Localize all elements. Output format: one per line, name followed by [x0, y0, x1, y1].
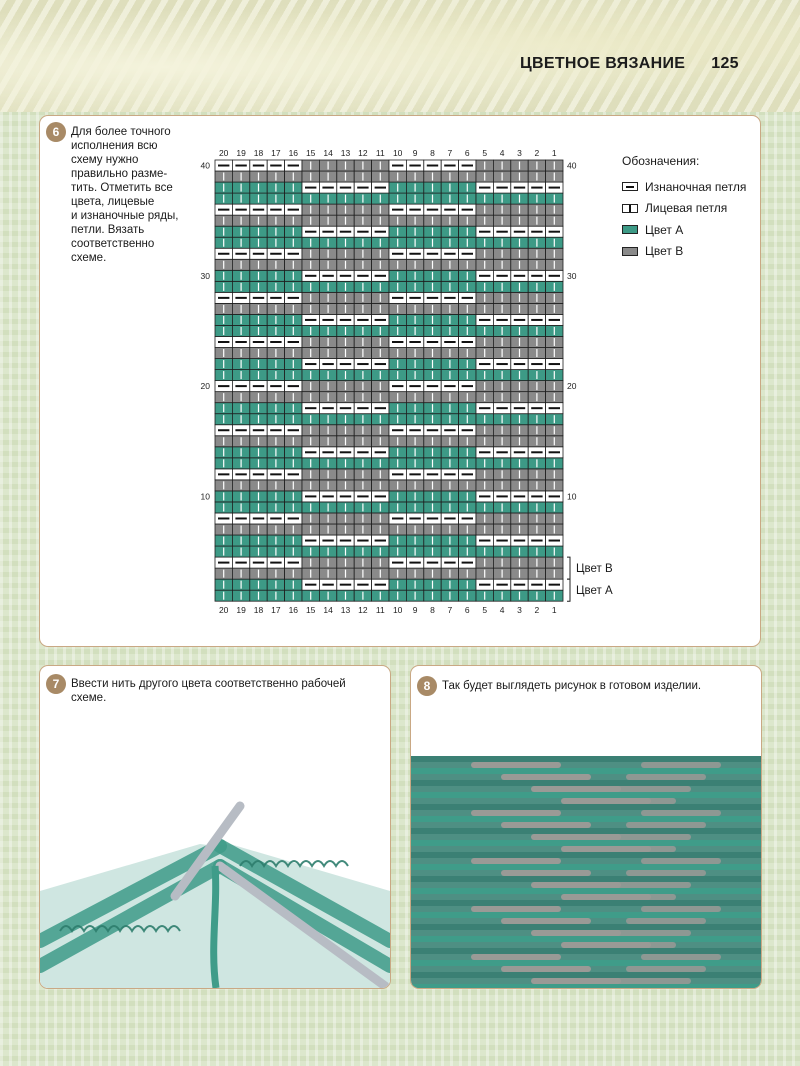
fabric-stripe	[411, 936, 761, 942]
legend-item-knit	[622, 198, 746, 220]
column-label-bottom: 17	[271, 605, 281, 616]
fabric-contrast-band	[471, 858, 561, 864]
section-title: ЦВЕТНОЕ ВЯЗАНИЕ	[520, 55, 686, 72]
legend-title: Обозначения:	[622, 154, 700, 168]
bracket-label: Цвет А	[576, 585, 613, 598]
column-label-top: 6	[464, 148, 470, 158]
fabric-stripe	[411, 876, 761, 882]
step-8-badge: 8	[417, 676, 437, 696]
fabric-contrast-band	[626, 966, 706, 972]
column-label-top: 2	[534, 148, 540, 158]
row-label-left: 10	[200, 491, 210, 502]
column-label-top: 16	[288, 148, 299, 158]
column-label-bottom: 16	[288, 605, 299, 616]
column-label-bottom: 9	[412, 605, 418, 616]
fabric-contrast-band	[596, 846, 676, 852]
color-b-swatch-icon	[622, 247, 638, 256]
fabric-contrast-band	[501, 774, 591, 780]
fabric-contrast-band	[471, 762, 561, 768]
color-a-swatch-icon	[622, 225, 638, 234]
fabric-stripe	[411, 984, 761, 988]
fabric-stripe	[411, 840, 761, 846]
column-label-bottom: 4	[499, 605, 505, 616]
step-7-panel	[39, 665, 391, 989]
fabric-contrast-band	[641, 762, 721, 768]
row-label-left: 40	[200, 160, 210, 171]
column-label-bottom: 3	[517, 605, 522, 616]
page-header	[520, 55, 739, 73]
legend-item-color-b	[622, 241, 746, 263]
fabric-stripe	[411, 768, 761, 774]
fabric-contrast-band	[531, 978, 621, 984]
column-label-top: 1	[551, 148, 557, 158]
fabric-stripe	[411, 804, 761, 810]
column-label-top: 5	[482, 148, 488, 158]
column-label-top: 20	[218, 148, 229, 158]
column-label-bottom: 18	[253, 605, 264, 616]
column-label-bottom: 14	[323, 605, 333, 616]
column-label-top: 17	[271, 148, 281, 158]
fabric-stripe	[411, 816, 761, 822]
step-6-line: петли. Вязать	[71, 224, 145, 236]
fabric-stripe	[411, 924, 761, 930]
column-label-top: 19	[236, 148, 246, 158]
legend-label: Цвет В	[645, 244, 684, 259]
legend-label: Цвет А	[645, 222, 684, 237]
fabric-contrast-band	[641, 858, 721, 864]
step-8-panel	[410, 665, 762, 989]
step-6-line: схему нужно	[71, 154, 139, 166]
step-6-badge: 6	[46, 122, 66, 142]
step-7-text: Ввести нить другого цвета соответственно рабочей схеме.	[71, 678, 346, 704]
fabric-contrast-band	[641, 810, 721, 816]
fabric-stripe	[411, 792, 761, 798]
column-label-bottom: 19	[236, 605, 246, 616]
knit-symbol-icon	[622, 204, 638, 213]
row-label-right: 10	[567, 491, 577, 502]
fabric-stripe	[411, 900, 761, 906]
fabric-contrast-band	[626, 774, 706, 780]
fabric-contrast-band	[611, 978, 691, 984]
step-6-line: и изнаночные ряды,	[71, 210, 179, 222]
fabric-stripe	[411, 780, 761, 786]
purl-symbol-icon	[622, 182, 638, 191]
fabric-contrast-band	[531, 786, 621, 792]
column-label-bottom: 12	[358, 605, 368, 616]
fabric-contrast-band	[626, 870, 706, 876]
fabric-contrast-band	[641, 906, 721, 912]
fabric-contrast-band	[626, 918, 706, 924]
column-label-top: 9	[412, 148, 418, 158]
fabric-contrast-band	[531, 882, 621, 888]
column-label-top: 14	[323, 148, 333, 158]
column-label-top: 15	[305, 148, 316, 158]
step-6-text	[71, 125, 231, 265]
fabric-stripe	[411, 972, 761, 978]
fabric-contrast-band	[611, 786, 691, 792]
step-6-line: цвета, лицевые	[71, 196, 155, 208]
fabric-contrast-band	[596, 894, 676, 900]
column-label-top: 12	[358, 148, 368, 158]
fabric-contrast-band	[596, 798, 676, 804]
column-label-top: 10	[392, 148, 403, 158]
step-6-line: схеме.	[71, 252, 107, 264]
step-6-line: соответственно	[71, 238, 155, 250]
legend	[622, 154, 746, 262]
column-label-bottom: 20	[218, 605, 229, 616]
fabric-stripe	[411, 912, 761, 918]
step-8-photo	[411, 756, 761, 988]
row-label-left: 20	[200, 381, 210, 392]
legend-label: Изнаночная петля	[645, 179, 747, 194]
fabric-contrast-band	[531, 834, 621, 840]
column-label-top: 11	[375, 148, 385, 158]
fabric-contrast-band	[611, 882, 691, 888]
fabric-contrast-band	[471, 906, 561, 912]
fabric-contrast-band	[501, 918, 591, 924]
step-6-line: исполнения всю	[71, 140, 158, 152]
column-label-bottom: 15	[305, 605, 316, 616]
step-7-badge: 7	[46, 674, 66, 694]
step-6-line: тить. Отметить все	[71, 182, 173, 194]
column-label-bottom: 7	[447, 605, 453, 616]
fabric-contrast-band	[471, 954, 561, 960]
legend-item-color-a	[622, 219, 746, 241]
column-label-bottom: 13	[340, 605, 351, 616]
bracket-label: Цвет В	[576, 563, 613, 576]
column-label-top: 7	[447, 148, 453, 158]
fabric-contrast-band	[471, 810, 561, 816]
fabric-stripe	[411, 888, 761, 894]
column-label-top: 8	[430, 148, 435, 158]
column-label-bottom: 11	[375, 605, 385, 616]
column-label-bottom: 2	[534, 605, 540, 616]
step-8-text: Так будет выглядеть рисунок в готовом изделии.	[442, 680, 702, 692]
column-label-top: 4	[499, 148, 505, 158]
row-label-left: 30	[200, 270, 210, 281]
column-label-bottom: 8	[430, 605, 435, 616]
fabric-contrast-band	[611, 930, 691, 936]
step-7-photo	[40, 726, 390, 988]
column-label-top: 13	[340, 148, 351, 158]
column-label-bottom: 6	[464, 605, 470, 616]
column-label-top: 3	[517, 148, 522, 158]
fabric-contrast-band	[501, 870, 591, 876]
row-label-right: 30	[567, 270, 577, 281]
fabric-stripe	[411, 756, 761, 762]
fabric-contrast-band	[596, 942, 676, 948]
page-number: 125	[711, 55, 739, 72]
row-label-right: 40	[567, 160, 577, 171]
step-6-line: правильно разме-	[71, 168, 168, 180]
fabric-stripe	[411, 960, 761, 966]
fabric-contrast-band	[611, 834, 691, 840]
fabric-contrast-band	[531, 930, 621, 936]
fabric-contrast-band	[501, 966, 591, 972]
fabric-stripe	[411, 948, 761, 954]
column-label-top: 18	[253, 148, 264, 158]
fabric-stripe	[411, 852, 761, 858]
step-6-line: Для более точного	[71, 126, 171, 138]
fabric-stripe	[411, 864, 761, 870]
legend-item-purl	[622, 176, 746, 198]
fabric-contrast-band	[626, 822, 706, 828]
fabric-stripe	[411, 828, 761, 834]
fabric-contrast-band	[641, 954, 721, 960]
column-label-bottom: 1	[551, 605, 557, 616]
column-label-bottom: 5	[482, 605, 488, 616]
row-label-right: 20	[567, 381, 577, 392]
column-label-bottom: 10	[392, 605, 403, 616]
legend-label: Лицевая петля	[645, 201, 728, 216]
fabric-contrast-band	[501, 822, 591, 828]
